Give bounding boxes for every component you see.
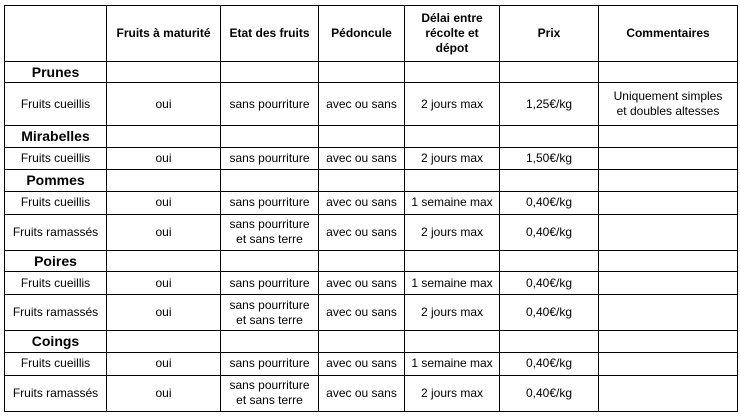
cell-maturite: oui [107, 147, 221, 170]
cell-delai: 1 semaine max [405, 272, 500, 295]
section-title: Pommes [5, 170, 107, 192]
header-empty [5, 6, 107, 62]
header-row [5, 6, 738, 62]
section-title: Mirabelles [5, 125, 107, 147]
cell-prix: 0,40€/kg [500, 295, 599, 331]
cell-etat [221, 295, 319, 331]
cell-delai: 1 semaine max [405, 191, 500, 214]
cell-prix: 0,40€/kg [500, 375, 599, 411]
table-row [5, 83, 738, 125]
section-title: Prunes [5, 61, 107, 83]
header-etat: Etat des fruits [221, 6, 319, 62]
cell-pedoncule: avec ou sans [319, 191, 405, 214]
cell-pedoncule: avec ou sans [319, 214, 405, 250]
cell-delai: 2 jours max [405, 83, 500, 125]
etat-line2: et sans terre [236, 232, 303, 247]
cell-delai: 2 jours max [405, 147, 500, 170]
cell-delai: 1 semaine max [405, 353, 500, 376]
cell-commentaire [599, 191, 738, 214]
table-row [5, 147, 738, 170]
cell-commentaire [599, 295, 738, 331]
header-pedoncule: Pédoncule [319, 6, 405, 62]
cell-commentaire [599, 147, 738, 170]
header-delai [405, 6, 500, 62]
header-maturite: Fruits à maturité [107, 6, 221, 62]
section-row-prunes [5, 61, 738, 83]
cell-delai: 2 jours max [405, 295, 500, 331]
cell-type: Fruits ramassés [5, 214, 107, 250]
fruit-price-table [4, 5, 738, 412]
section-row-pommes [5, 170, 738, 192]
cell-type: Fruits cueillis [5, 353, 107, 376]
section-title: Coings [5, 331, 107, 353]
cell-prix: 1,25€/kg [500, 83, 599, 125]
cell-etat [221, 214, 319, 250]
cell-type: Fruits cueillis [5, 272, 107, 295]
comment-line2: et doubles altesses [616, 104, 720, 119]
cell-commentaire [599, 214, 738, 250]
cell-maturite: oui [107, 214, 221, 250]
cell-maturite: oui [107, 272, 221, 295]
cell-prix: 0,40€/kg [500, 353, 599, 376]
cell-etat: sans pourriture [221, 353, 319, 376]
header-commentaires: Commentaires [599, 6, 738, 62]
cell-type: Fruits ramassés [5, 375, 107, 411]
section-row-poires [5, 250, 738, 272]
cell-maturite: oui [107, 191, 221, 214]
table-row [5, 272, 738, 295]
section-title: Poires [5, 250, 107, 272]
etat-line1: sans pourriture [229, 297, 310, 312]
cell-commentaire [599, 83, 738, 125]
section-row-mirabelles [5, 125, 738, 147]
section-row-coings [5, 331, 738, 353]
header-delai-line1: Délai entre [421, 10, 483, 25]
cell-maturite: oui [107, 353, 221, 376]
cell-pedoncule: avec ou sans [319, 272, 405, 295]
table-row [5, 191, 738, 214]
cell-pedoncule: avec ou sans [319, 83, 405, 125]
header-prix: Prix [500, 6, 599, 62]
table-row [5, 375, 738, 411]
cell-type: Fruits cueillis [5, 83, 107, 125]
table-row [5, 295, 738, 331]
cell-prix: 0,40€/kg [500, 191, 599, 214]
cell-maturite: oui [107, 83, 221, 125]
cell-delai: 2 jours max [405, 375, 500, 411]
cell-type: Fruits ramassés [5, 295, 107, 331]
cell-commentaire [599, 272, 738, 295]
cell-pedoncule: avec ou sans [319, 353, 405, 376]
cell-etat: sans pourriture [221, 272, 319, 295]
cell-type: Fruits cueillis [5, 191, 107, 214]
cell-pedoncule: avec ou sans [319, 147, 405, 170]
cell-maturite: oui [107, 375, 221, 411]
etat-line2: et sans terre [236, 312, 303, 327]
cell-pedoncule: avec ou sans [319, 295, 405, 331]
cell-prix: 0,40€/kg [500, 214, 599, 250]
comment-line1: Uniquement simples [613, 89, 723, 104]
etat-line1: sans pourriture [229, 378, 310, 393]
cell-type: Fruits cueillis [5, 147, 107, 170]
table-row [5, 353, 738, 376]
cell-delai: 2 jours max [405, 214, 500, 250]
cell-commentaire [599, 375, 738, 411]
header-delai-line3: dépot [435, 40, 469, 55]
cell-etat: sans pourriture [221, 147, 319, 170]
cell-commentaire [599, 353, 738, 376]
cell-prix: 1,50€/kg [500, 147, 599, 170]
etat-line2: et sans terre [236, 393, 303, 408]
table-row [5, 214, 738, 250]
cell-pedoncule: avec ou sans [319, 375, 405, 411]
etat-line1: sans pourriture [229, 217, 310, 232]
cell-etat: sans pourriture [221, 191, 319, 214]
cell-maturite: oui [107, 295, 221, 331]
cell-prix: 0,40€/kg [500, 272, 599, 295]
cell-etat: sans pourriture [221, 83, 319, 125]
header-delai-line2: récolte et [425, 25, 479, 40]
cell-etat [221, 375, 319, 411]
